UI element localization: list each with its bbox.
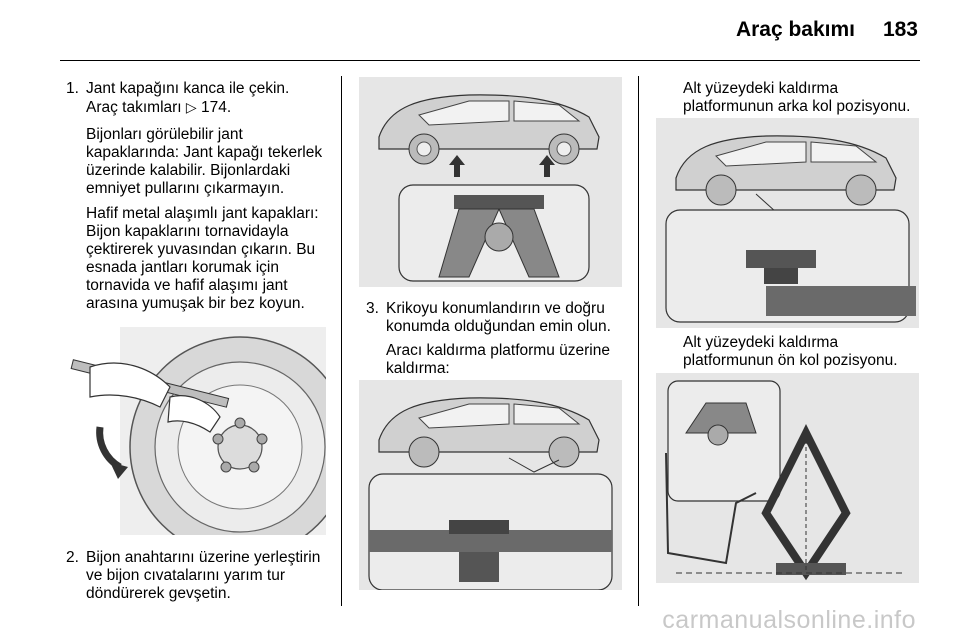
step-1-ref-page: 174. [201, 99, 232, 116]
step-3-line: Krikoyu konumlandırın ve doğru konumda olduğundan emin olun. [386, 300, 611, 335]
column-divider-left [341, 76, 342, 606]
wheel-wrench-illustration [60, 327, 326, 535]
step-1-para-1: Bijonları görülebilir jant kapaklarında: Jant kapağı tekerlek üzerinde kalabilir. Bijonlardaki emniyet pullarını çıkarmayın. [86, 126, 323, 197]
step-1-number: 1. [66, 80, 79, 97]
caption-rear-arm: Alt yüzeydeki kaldırma platformunun arka kol pozisyonu. [683, 80, 911, 115]
step-1 [66, 80, 338, 320]
lift-platform-illustration [359, 380, 622, 590]
running-head-title: Araç bakımı [735, 18, 855, 41]
page-number: 183 [882, 18, 918, 41]
step-3-number: 3. [366, 300, 379, 317]
reference-arrow-icon: ▷ [185, 99, 197, 115]
step-3-para: Aracı kaldırma platformu üzerine kaldırma: [386, 342, 610, 377]
step-2-number: 2. [66, 549, 79, 566]
figure-front-arm [656, 373, 919, 583]
caption-front-arm: Alt yüzeydeki kaldırma platformunun ön kol pozisyonu. [683, 334, 898, 369]
step-2-text: Bijon anahtarını üzerine yerleştirin ve bijon cıvatalarını yarım tur döndürerek gevşetin. [86, 549, 321, 602]
watermark: carmanualsonline.info [662, 606, 916, 634]
figure-wheel-wrench [60, 327, 326, 535]
rear-arm-illustration [656, 118, 919, 328]
figure-rear-arm [656, 118, 919, 328]
header-rule [60, 60, 920, 61]
step-2 [66, 549, 328, 610]
step-1-ref-prefix: Araç takımları [86, 99, 182, 116]
step-3 [366, 300, 622, 385]
figure-jack-points [359, 77, 622, 287]
step-1-para-2: Hafif metal alaşımlı jant kapakları: Bijon kapaklarını tornavidayla çektirerek yuvasından çıkarın. Bu esnada jantları korumak için tornavida ve hafif alaşımı jant arasına yumuşak bir bez koyun. [86, 205, 319, 312]
step-1-line: Jant kapağını kanca ile çekin. [86, 80, 290, 97]
jack-points-illustration [359, 77, 622, 287]
figure-lift-platform [359, 380, 622, 590]
front-arm-illustration [656, 373, 919, 583]
column-divider-right [638, 76, 639, 606]
